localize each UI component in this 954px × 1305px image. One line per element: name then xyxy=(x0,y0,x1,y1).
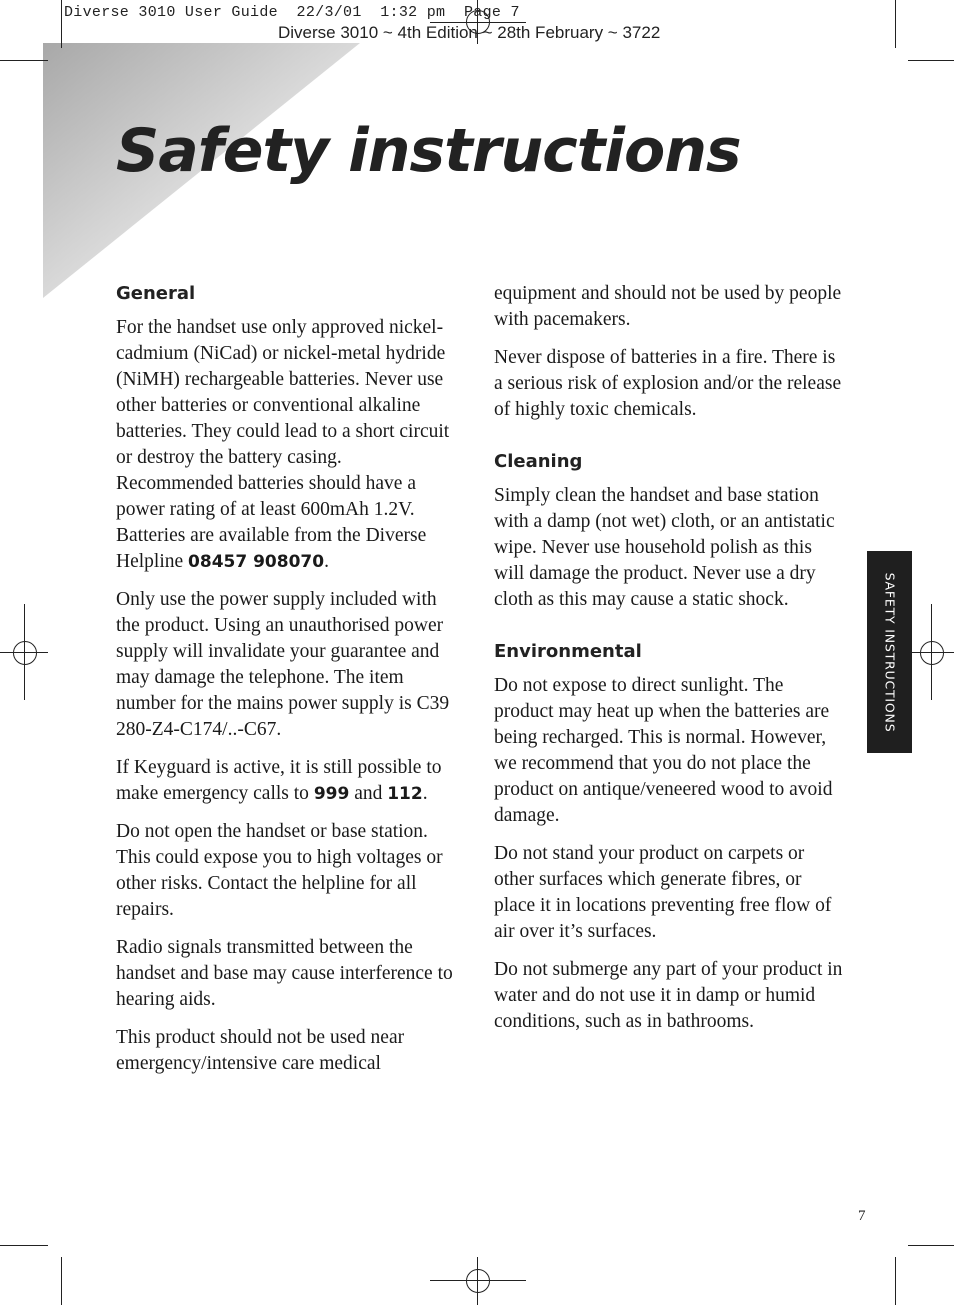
general-paragraph-medical-continued: equipment and should not be used by people with pacemakers. xyxy=(494,283,842,330)
edition-line: Diverse 3010 ~ 4th Edition ~ 28th February ~ 3722 xyxy=(278,23,661,42)
helpline-number: 08457 908070 xyxy=(188,552,325,572)
page-title: Safety instructions xyxy=(116,116,741,186)
environmental-paragraph-sunlight: Do not expose to direct sunlight. The product may heat up when the batteries are being recharged. This is normal. However, we recommend that you do not place the product on antique/veneered wood to avoid damage. xyxy=(494,675,833,826)
side-tab-safety-instructions xyxy=(867,551,912,753)
cleaning-paragraph: Simply clean the handset and base station with a damp (not wet) cloth, or an antistatic wipe. Never use household polish as this will damage the product. Never use a dry cloth as this may cause a static shock. xyxy=(494,485,835,610)
environmental-paragraph-carpets: Do not stand your product on carpets or other surfaces which generate fibres, or place it in locations preventing free flow of air over it’s surfaces. xyxy=(494,843,832,942)
emergency-number-999: 999 xyxy=(313,784,350,804)
emergency-number-112: 112 xyxy=(387,784,423,804)
section-heading-general: General xyxy=(116,283,196,304)
general-paragraph-repairs: Do not open the handset or base station. This could expose you to high voltages or other risks. Contact the helpline for all repairs. xyxy=(116,821,443,920)
section-heading-environmental: Environmental xyxy=(494,641,642,662)
environmental-paragraph-water: Do not submerge any part of your product in water and do not use it in damp or humid conditions, such as in bathrooms. xyxy=(494,959,843,1032)
section-heading-cleaning: Cleaning xyxy=(494,451,583,472)
page-number: 7 xyxy=(858,1208,866,1224)
printer-slug: Diverse 3010 User Guide 22/3/01 1:32 pm Page 7 xyxy=(64,4,520,21)
general-paragraph-fire: Never dispose of batteries in a fire. There is a serious risk of explosion and/or the release of highly toxic chemicals. xyxy=(494,347,842,420)
general-paragraph-medical: This product should not be used near emergency/intensive care medical xyxy=(116,1027,405,1074)
left-column xyxy=(116,281,456,1089)
general-paragraph-power-supply: Only use the power supply included with the product. Using an unauthorised power supply will invalidate your guarantee and may damage the telephone. The item number for the mains power supply is C39 280-Z4-C174/..-C67. xyxy=(116,589,450,740)
general-paragraph-keyguard: If Keyguard is active, it is still possible to make emergency calls to 999 and 112. xyxy=(116,757,442,804)
right-column xyxy=(494,281,844,1047)
general-paragraph-batteries: For the handset use only approved nickel-cadmium (NiCad) or nickel-metal hydride (NiMH) rechargeable batteries. Never use other batteries or conventional alkaline batteries. They could lead to a short circuit or destroy the battery casing. Recommended batteries should have a power rating of at least 600mAh 1.2V. Batteries are available from the Diverse Helpline 08457 908070. xyxy=(116,317,450,572)
general-paragraph-hearing-aids: Radio signals transmitted between the handset and base may cause interference to hearing aids. xyxy=(116,937,453,1010)
side-tab-label: SAFETY INSTRUCTIONS xyxy=(882,572,897,732)
